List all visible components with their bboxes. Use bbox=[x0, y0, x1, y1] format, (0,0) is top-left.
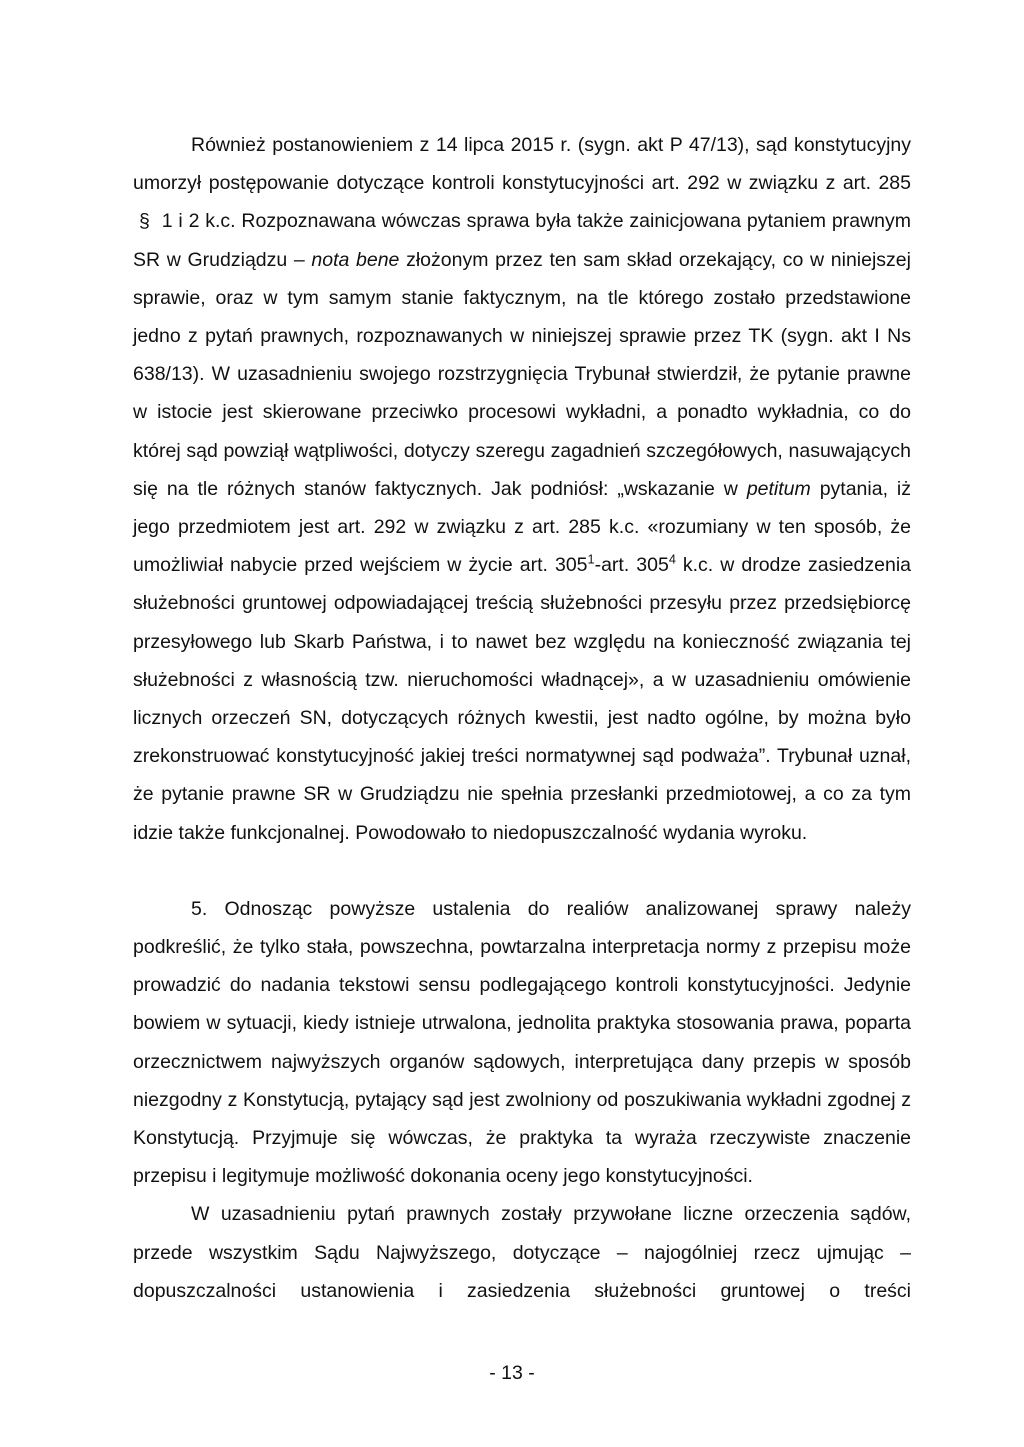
text-run: W uzasadnieniu pytań prawnych zostały przywołane liczne orzeczenia sądów, przede wszystkim Sądu Najwyższego, dotyczące – najogólniej rzecz ujmując – dopuszczalności ustanowienia i zasiedzenia służebności gruntowej o treści bbox=[133, 1203, 911, 1302]
text-run: Również postanowieniem z 14 lipca 2015 r. (sygn. akt P 47/13), sąd konstytucyjny umorzył postępowanie dotyczące kontroli konstytucyjności art. 292 w związku z art. 285 bbox=[133, 134, 911, 195]
document-body bbox=[133, 126, 911, 1310]
page-number: - 13 - bbox=[489, 1362, 535, 1384]
text-run-italic: petitum bbox=[746, 477, 811, 500]
text-run: 5. Odnosząc powyższe ustalenia do realiów analizowanej sprawy należy podkreślić, że tylko stała, powszechna, powtarzalna interpretacja normy z przepisu może prowadzić do nadania tekstowi sensu podlegającego kontroli konstytucyjności. Jedynie bowiem w sytuacji, kiedy istnieje utrwalona, jednolita praktyka stosowania prawa, poparta orzecznictwem najwyższych organów sądowych, interpretująca dany przepis w sposób niezgodny z Konstytucją, pytający sąd jest zwolniony od poszukiwania wykładni zgodnej z Konstytucją. Przyjmuje się wówczas, że praktyka ta wyraża rzeczywiste znaczenie przepisu i legitymuje możliwość dokonania oceny jego konstytucyjności. bbox=[133, 897, 911, 1188]
text-run: k.c. w drodze zasiedzenia służebności gruntowej odpowiadającej treścią służebności przesyłu przez przedsiębiorcę przesyłowego lub Skarb Państwa, i to nawet bez względu na konieczność związania tej służebności z własnością tzw. nieruchomości władnącej», a w uzasadnieniu omówienie licznych orzeczeń SN, dotyczących różnych kwestii, jest nadto ogólne, by można było zrekonstruować konstytucyjność jakiej treści normatywnej sąd podważa”. Trybunał uznał, że pytanie prawne SR w Grudziądzu nie spełnia przesłanki przedmiotowej, a co za tym idzie także funkcjonalnej. Powodowało to niedopuszczalność wydania wyroku. bbox=[133, 554, 911, 844]
text-run: złożonym przez ten sam skład orzekający, co w niniejszej sprawie, oraz w tym samym stanie faktycznym, na tle którego zostało przedstawione jedno z pytań prawnych, rozpoznawanych w niniejszej sprawie przez TK (sygn. akt I Ns 638/13). W uzasadnieniu swojego rozstrzygnięcia Trybunał stwierdził, że pytanie prawne w istocie jest skierowane przeciwko procesowi wykładni, a ponadto wykładnia, co do której sąd powziął wątpliwości, dotyczy szeregu zagadnień szczegółowych, nasuwających się na tle różnych stanów faktycznych. Jak podniósł: „wskazanie w bbox=[133, 248, 911, 500]
paragraph bbox=[133, 126, 911, 852]
text-run: -art. 305 bbox=[594, 554, 669, 577]
text-run-italic: nota bene bbox=[311, 248, 400, 271]
paragraph bbox=[133, 890, 911, 1196]
text-run-sup: 4 bbox=[668, 552, 676, 567]
text-run: pytania, iż jego przedmiotem jest art. 292 w związku z art. 285 k.c. «rozumiany w ten sposób, że umożliwiał nabycie przed wejściem w życie art. 305 bbox=[133, 477, 912, 577]
text-run-section: § bbox=[139, 210, 150, 233]
paragraph bbox=[133, 1195, 911, 1310]
text-run: 1 i 2 k.c. Rozpoznawana wówczas sprawa była także zainicjowana pytaniem prawnym SR w Grudziądzu – bbox=[133, 210, 911, 271]
text-run-sup: 1 bbox=[587, 552, 595, 567]
